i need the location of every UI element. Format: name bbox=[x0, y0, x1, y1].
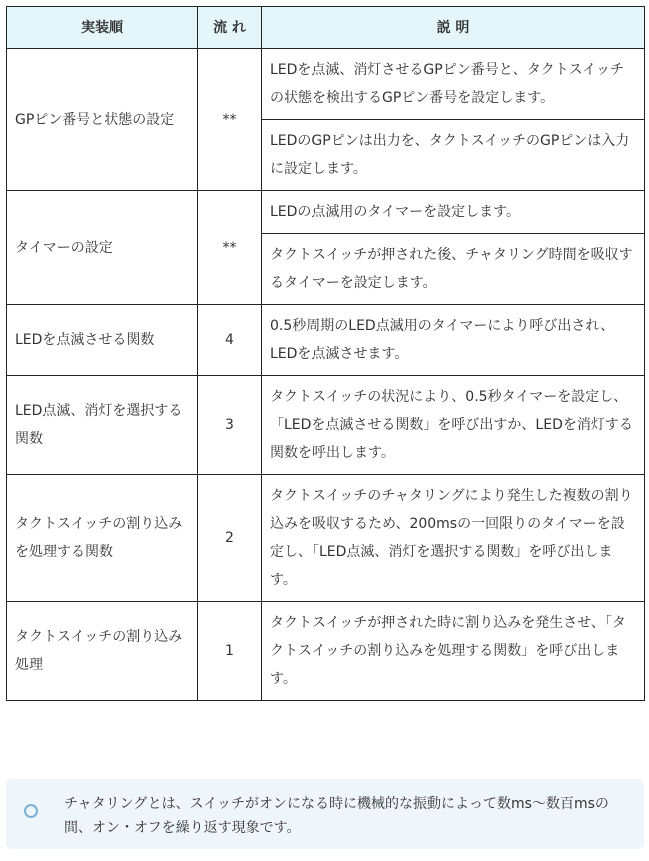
row-name: LEDを点滅させる関数 bbox=[7, 305, 198, 376]
header-flow: 流 れ bbox=[198, 7, 262, 49]
table-row bbox=[7, 475, 645, 602]
header-description: 説 明 bbox=[262, 7, 645, 49]
table-row bbox=[7, 602, 645, 701]
table-header-row bbox=[7, 7, 645, 49]
row-name: タクトスイッチの割り込みを処理する関数 bbox=[7, 475, 198, 602]
row-flow: 1 bbox=[198, 602, 262, 701]
note-text: チャタリングとは、スイッチがオンになる時に機械的な振動によって数ms～数百msの間、オン・オフを繰り返す現象です。 bbox=[64, 796, 609, 836]
row-flow: ** bbox=[198, 191, 262, 305]
row-description: タクトスイッチの状況により、0.5秒タイマーを設定し、「LEDを点滅させる関数」を呼び出すか、LEDを消灯する関数を呼出します。 bbox=[262, 376, 645, 475]
note-box bbox=[6, 779, 644, 849]
table-row bbox=[7, 49, 645, 120]
row-flow: 2 bbox=[198, 475, 262, 602]
row-flow: 4 bbox=[198, 305, 262, 376]
implementation-table bbox=[6, 6, 645, 701]
row-description: 0.5秒周期のLED点滅用のタイマーにより呼び出され、LEDを点滅させます。 bbox=[262, 305, 645, 376]
row-description: LEDのGPピンは出力を、タクトスイッチのGPピンは入力に設定します。 bbox=[262, 120, 645, 191]
table-row bbox=[7, 305, 645, 376]
table-row bbox=[7, 376, 645, 475]
row-name: タイマーの設定 bbox=[7, 191, 198, 305]
row-name: タクトスイッチの割り込み処理 bbox=[7, 602, 198, 701]
row-name: GPピン番号と状態の設定 bbox=[7, 49, 198, 191]
row-flow: ** bbox=[198, 49, 262, 191]
circle-icon bbox=[24, 804, 38, 818]
row-description: タクトスイッチのチャタリングにより発生した複数の割り込みを吸収するため、200msの一回限りのタイマーを設定し、「LED点滅、消灯を選択する関数」を呼び出します。 bbox=[262, 475, 645, 602]
table-row bbox=[7, 191, 645, 234]
row-description: タクトスイッチが押された後、チャタリング時間を吸収するタイマーを設定します。 bbox=[262, 234, 645, 305]
header-order: 実装順 bbox=[7, 7, 198, 49]
row-description: LEDの点滅用のタイマーを設定します。 bbox=[262, 191, 645, 234]
row-description: タクトスイッチが押された時に割り込みを発生させ、「タクトスイッチの割り込みを処理する関数」を呼び出します。 bbox=[262, 602, 645, 701]
row-name: LED点滅、消灯を選択する関数 bbox=[7, 376, 198, 475]
row-flow: 3 bbox=[198, 376, 262, 475]
row-description: LEDを点滅、消灯させるGPピン番号と、タクトスイッチの状態を検出するGPピン番号を設定します。 bbox=[262, 49, 645, 120]
